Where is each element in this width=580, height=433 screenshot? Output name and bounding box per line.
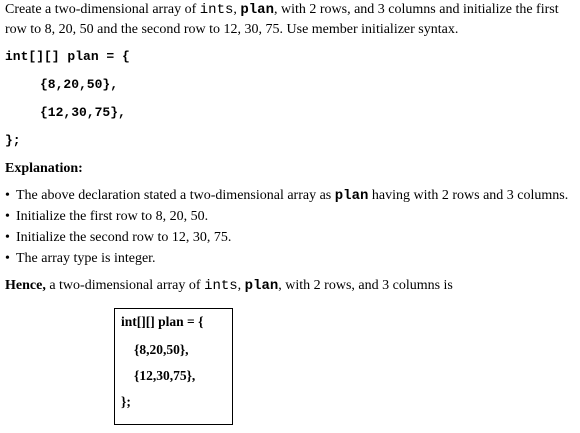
- plan-code: plan: [240, 2, 274, 18]
- conclusion-text: ,: [237, 278, 245, 293]
- conclusion-text: a two-dimensional array of: [45, 278, 205, 293]
- bullet-item: [5, 251, 156, 267]
- bullet-item: [5, 188, 568, 204]
- answer-line-1: int[][] plan = {: [121, 314, 204, 329]
- answer-box: [114, 308, 233, 425]
- bullet-item: [5, 230, 231, 246]
- bullet-icon: •: [5, 209, 10, 224]
- hence-label: Hence,: [5, 278, 46, 293]
- conclusion-line: [5, 278, 453, 294]
- bullet-text: The array type is integer.: [16, 251, 156, 266]
- code-line-4: };: [5, 133, 21, 148]
- question-text: Create a two-dimensional array of: [5, 2, 200, 17]
- conclusion-text: , with 2 rows, and 3 columns is: [278, 278, 453, 293]
- bullet-icon: •: [5, 251, 10, 266]
- bullet-text: having with 2 rows and 3 columns.: [368, 188, 569, 203]
- question-text: ,: [233, 2, 241, 17]
- code-line-2: {8,20,50},: [40, 77, 119, 92]
- bullet-text: Initialize the first row to 8, 20, 50.: [16, 209, 209, 224]
- bullet-icon: •: [5, 230, 10, 245]
- code-line-1: int[][] plan = {: [5, 49, 130, 64]
- bullet-text: The above declaration stated a two-dimensional array as: [16, 188, 335, 203]
- answer-line-3: {12,30,75},: [134, 368, 196, 383]
- bullet-icon: •: [5, 188, 10, 203]
- ints-code: ints: [204, 278, 238, 294]
- ints-code: ints: [199, 2, 234, 18]
- bullet-text: Initialize the second row to 12, 30, 75.: [16, 230, 232, 245]
- explanation-heading: Explanation:: [5, 161, 83, 176]
- plan-code: plan: [244, 278, 279, 294]
- code-line-3: {12,30,75},: [40, 105, 126, 120]
- answer-line-2: {8,20,50},: [134, 342, 189, 357]
- answer-line-4: };: [121, 394, 131, 409]
- question-text: , with 2 rows, and 3 columns and initialize the first: [273, 2, 559, 17]
- plan-code: plan: [334, 188, 369, 204]
- bullet-item: [5, 209, 208, 225]
- question-line-2: row to 8, 20, 50 and the second row to 12, 30, 75. Use member initializer syntax.: [5, 22, 459, 37]
- question-line-1: [5, 2, 559, 18]
